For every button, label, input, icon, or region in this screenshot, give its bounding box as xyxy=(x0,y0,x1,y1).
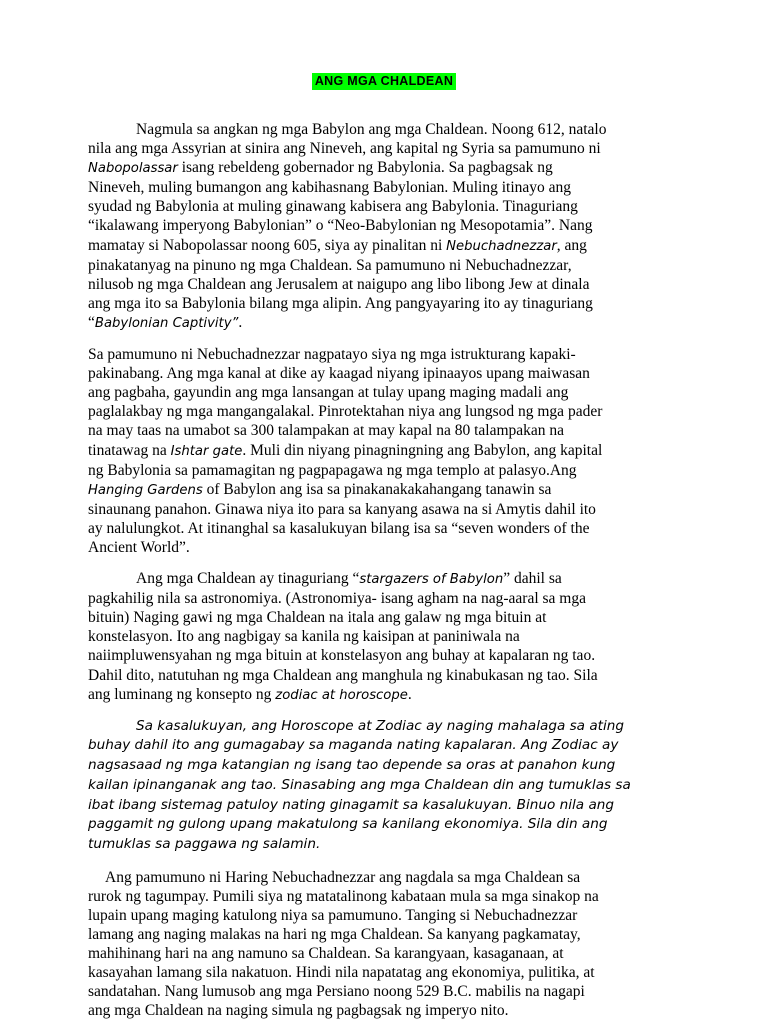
text-run: syudad ng Babylonia at muling ginawang kabisera ang Babylonia. Tinaguriang xyxy=(88,198,578,216)
p2-line xyxy=(88,461,688,480)
text-run: paglalakbay ng mga mangangalakal. Pinrotektahan niya ang lungsod ng mga pader xyxy=(88,403,603,421)
text-run: ang mga ito sa Babylonia bilang mga alipin. Ang pangyayaring ito ay tinaguriang xyxy=(88,294,593,312)
text-run: bituin) Naging gawi ng mga Chaldean na itala ang galaw ng mga bituin at xyxy=(88,609,547,627)
italic-text: Ishtar gate xyxy=(170,443,243,459)
p2-line xyxy=(88,402,688,421)
p4-line: kailan ipinanganak ang tao. Sinasabing ang mga Chaldean din ang tumuklas sa xyxy=(88,776,631,793)
text-run: Ang mga Chaldean ay tinaguriang “ xyxy=(136,570,360,588)
p3-line xyxy=(88,627,688,646)
p4-line: nagsasaad ng mga katangian ng isang tao depende sa oras at panahon kung xyxy=(88,757,616,774)
p5-line: kasayahan lamang sila nakatuon. Hindi nila napatatag ang ekonomiya, pulitika, at xyxy=(88,964,595,982)
p3-line xyxy=(88,646,688,665)
text-run: pakinabang. Ang mga kanal at dike ay kaagad niyang ipinaayos upang maiwasan xyxy=(88,365,590,383)
p1-line xyxy=(88,120,688,139)
text-run: , ang xyxy=(556,236,587,254)
p5-line: ang mga Chaldean na naging simula ng pagbagsak ng imperyo nito. xyxy=(88,1002,509,1020)
p4-line: Sa kasalukuyan, ang Horoscope at Zodiac ay naging mahalaga sa ating xyxy=(136,717,625,734)
text-run: konstelasyon. Ito ang nagbigay sa kanila ng kaisipan at paniniwala na xyxy=(88,628,520,646)
text-run: sinaunang panahon. Ginawa niya ito para sa kanyang asawa na si Amytis dahil ito xyxy=(88,500,596,518)
p5-line: lamang ang naging malakas na hari ng mga Chaldean. Sa kanyang pagkamatay, xyxy=(88,925,581,943)
italic-text: Nabopolassar xyxy=(88,161,178,177)
p1-line xyxy=(88,313,688,333)
p1-line xyxy=(88,216,688,235)
p3-line xyxy=(88,666,688,685)
p5-line: lupain upang maging katulong niya sa pamumuno. Tanging si Nebuchadnezzar xyxy=(88,906,578,924)
p1-line xyxy=(88,178,688,197)
p4-line: buhay dahil ito ang gumagabay sa maganda nating kapalaran. Ang Zodiac ay xyxy=(88,737,619,754)
p1-line xyxy=(88,158,688,178)
p3-line xyxy=(88,685,688,705)
italic-text: Nebuchadnezzar xyxy=(446,238,557,254)
italic-text: Hanging Gardens xyxy=(88,482,203,498)
text-run: . xyxy=(407,685,412,703)
p1-line xyxy=(88,236,688,256)
text-run: Nineveh, muling bumangon ang kabihasnang Babylonian. Muling itinayo ang xyxy=(88,179,572,197)
document-title: ANG MGA CHALDEAN xyxy=(312,73,456,90)
italic-text: stargazers of Babylon xyxy=(359,572,504,588)
p4-line: tumuklas sa paggawa ng salamin. xyxy=(88,835,321,852)
p1-line xyxy=(88,139,688,158)
p2-line xyxy=(88,345,688,364)
p2-line xyxy=(88,364,688,383)
p5-line: sandatahan. Nang lumusob ang mga Persiano noong 529 B.C. mabilis na nagapi xyxy=(88,983,585,1001)
p1-line xyxy=(88,294,688,313)
document-body xyxy=(88,120,688,1032)
text-run: of Babylon ang isa sa pinakanakakahangang tanawin sa xyxy=(202,480,552,498)
text-run: ay nalulungkot. At itinanghal sa kasalukuyan bilang isa sa “seven wonders of the xyxy=(88,519,590,537)
p1-line xyxy=(88,256,688,275)
text-run: naiimpluwensyahan ng mga bituin at konstelasyon ang buhay at kapalaran ng tao. xyxy=(88,647,596,665)
text-run: . xyxy=(238,313,243,331)
p5-line: rurok ng tagumpay. Pumili siya ng matatalinong kabataan mula sa mga sinakop na xyxy=(88,887,599,905)
text-run: “ikalawang imperyong Babylonian” o “Neo-Babylonian ng Mesopotamia”. Nang xyxy=(88,217,593,235)
paragraph-2 xyxy=(88,345,688,557)
title-wrap xyxy=(0,72,768,90)
paragraph-5 xyxy=(88,868,688,1021)
text-run: pagkahilig nila sa astronomiya. (Astronomiya- isang agham na nag-aaral sa mga xyxy=(88,590,586,608)
p1-line xyxy=(88,275,688,294)
p3-line xyxy=(88,589,688,608)
p2-line xyxy=(88,383,688,402)
text-run: nilusob ng mga Chaldean ang Jerusalem at naigupo ang libo libong Jew at dinala xyxy=(88,275,590,293)
text-run: nila ang mga Assyrian at sinira ang Nineveh, ang kapital ng Syria sa pamumuno ni xyxy=(88,140,601,158)
italic-text: zodiac at horoscope xyxy=(275,687,408,703)
p2-line xyxy=(88,500,688,519)
text-run: “ xyxy=(88,313,95,331)
p2-line xyxy=(88,480,688,500)
text-run: Dahil dito, natutuhan ng mga Chaldean ang manghula ng kinabukasan ng tao. Sila xyxy=(88,666,598,684)
p5-line: Ang pamumuno ni Haring Nebuchadnezzar ang nagdala sa mga Chaldean sa xyxy=(105,868,581,886)
text-run: ng Babylonia sa pamamagitan ng pagpapagawa ng mga templo at palasyo.Ang xyxy=(88,461,577,479)
p2-line xyxy=(88,519,688,538)
text-run: ang pagbaha, gayundin ang mga lansangan at tulay upang maging madali ang xyxy=(88,384,569,402)
p2-line xyxy=(88,441,688,461)
paragraph-3 xyxy=(88,569,688,705)
italic-text: Babylonian Captivity” xyxy=(94,315,239,331)
p4-line: paggamit ng gulong upang makatulong sa kanilang ekonomiya. Sila din ang xyxy=(88,816,608,833)
p4-line: ibat ibang sistemag patuloy nating ginagamit sa kasalukuyan. Binuo nila ang xyxy=(88,796,615,813)
p2-line xyxy=(88,421,688,440)
text-run: na may taas na umabot sa 300 talampakan at may kapal na 80 talampakan na xyxy=(88,422,565,440)
p2-line xyxy=(88,538,688,557)
p3-line xyxy=(88,608,688,627)
text-run: ” dahil sa xyxy=(503,570,562,588)
text-run: ang luminang ng konsepto ng xyxy=(88,685,276,703)
text-run: . Muli din niyang pinagningning ang Babylon, ang kapital xyxy=(242,441,603,459)
paragraph-4 xyxy=(88,717,688,855)
text-run: pinakatanyag na pinuno ng mga Chaldean. Sa pamumuno ni Nebuchadnezzar, xyxy=(88,256,572,274)
text-run: Sa pamumuno ni Nebuchadnezzar nagpatayo siya ng mga istrukturang kapaki- xyxy=(88,346,576,364)
p1-line xyxy=(88,197,688,216)
text-run: Nagmula sa angkan ng mga Babylon ang mga Chaldean. Noong 612, natalo xyxy=(136,121,607,138)
text-run: mamatay si Nabopolassar noong 605, siya ay pinalitan ni xyxy=(88,236,447,254)
text-run: isang rebeldeng gobernador ng Babylonia. Sa pagbagsak ng xyxy=(177,159,553,177)
text-run: tinatawag na xyxy=(88,441,171,459)
text-run: Ancient World”. xyxy=(88,538,190,556)
p5-line: mahihinang hari na ang namuno sa Chaldean. Sa karangyaan, kasaganaan, at xyxy=(88,945,564,963)
p3-line xyxy=(88,569,688,589)
paragraph-1 xyxy=(88,120,688,333)
